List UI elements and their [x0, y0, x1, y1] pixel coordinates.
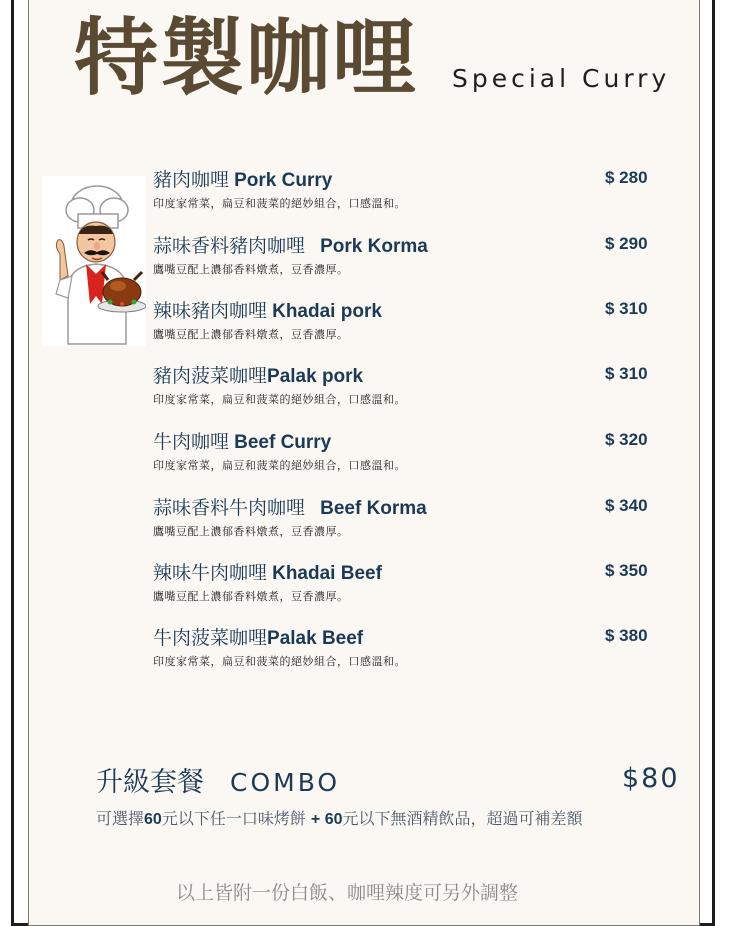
menu-item [153, 232, 673, 282]
menu-item [153, 428, 673, 478]
menu-item-name-zh: 蒜味香料豬肉咖哩 [153, 235, 306, 257]
menu-item-name-zh: 牛肉咖哩 [153, 431, 230, 453]
menu-item-name [153, 297, 382, 326]
menu-item-price: $ 380 [605, 626, 648, 645]
menu-item-name-en: Beef Curry [234, 432, 332, 453]
footer-note: 以上皆附一份白飯、咖哩辣度可另外調整 [176, 882, 519, 904]
menu-item-name [153, 166, 332, 195]
menu-item-description: 鷹嘴豆配上濃郁香料燉煮，豆香濃厚。 [153, 263, 349, 276]
combo-desc-part2: 元以下任一口味烤餅 [161, 809, 306, 828]
combo-title-zh: 升級套餐 [96, 767, 204, 798]
menu-item [153, 624, 673, 674]
menu-item-price: $ 340 [605, 496, 648, 515]
title-english: Special Curry [452, 64, 671, 93]
menu-item-description: 鷹嘴豆配上濃郁香料燉煮，豆香濃厚。 [153, 328, 349, 341]
menu-item-description: 印度家常菜，扁豆和菠菜的絕妙組合，口感溫和。 [153, 459, 406, 472]
chef-holding-roast-chicken-icon [42, 176, 146, 346]
menu-item-name-en: Khadai Beef [272, 563, 382, 584]
combo-description [96, 806, 583, 829]
menu-item [153, 297, 673, 347]
menu-item [153, 166, 673, 216]
combo-desc-part3: 元以下無酒精飲品，超過可補差額 [342, 809, 583, 828]
menu-item-price: $ 310 [605, 364, 648, 383]
menu-item-price: $ 310 [605, 299, 648, 318]
menu-item-name [153, 362, 363, 391]
menu-item-name-en: Palak Beef [267, 628, 364, 649]
menu-item-name-en: Pork Korma [320, 236, 428, 257]
menu-item-name-en: Beef Korma [320, 498, 427, 519]
menu-item-price: $ 350 [605, 561, 648, 580]
menu-item-description: 印度家常菜，扁豆和菠菜的絕妙組合，口感溫和。 [153, 393, 406, 406]
menu-item-name-en: Khadai pork [272, 301, 382, 322]
menu-item-description: 鷹嘴豆配上濃郁香料燉煮，豆香濃厚。 [153, 525, 349, 538]
menu-item-name-en: Pork Curry [234, 170, 333, 191]
menu-item-price: $ 290 [605, 234, 648, 253]
menu-item-name [153, 559, 382, 588]
combo-desc-plus: + 60 [310, 811, 343, 828]
combo-price: $80 [622, 763, 680, 794]
menu-item-name [153, 494, 427, 523]
combo-desc-num1: 60 [144, 811, 162, 828]
menu-item-name [153, 232, 428, 261]
menu-item-name-en: Palak pork [267, 366, 364, 387]
combo-title [96, 760, 340, 799]
menu-item-name-zh: 蒜味香料牛肉咖哩 [153, 497, 306, 519]
menu-item [153, 494, 673, 544]
menu-item-name-zh: 牛肉菠菜咖哩 [153, 627, 268, 649]
menu-item-description: 印度家常菜，扁豆和菠菜的絕妙組合，口感溫和。 [153, 197, 406, 210]
menu-item [153, 559, 673, 609]
combo-desc-part1: 可選擇 [96, 809, 145, 828]
menu-item-name-zh: 辣味豬肉咖哩 [153, 300, 268, 322]
combo-title-en: COMBO [230, 768, 341, 797]
title-chinese: 特製咖哩 [74, 9, 419, 107]
menu-item [153, 362, 673, 412]
menu-item-price: $ 280 [605, 168, 648, 187]
menu-item-description: 鷹嘴豆配上濃郁香料燉煮，豆香濃厚。 [153, 590, 349, 603]
menu-item-name-zh: 豬肉菠菜咖哩 [153, 365, 268, 387]
menu-item-price: $ 320 [605, 430, 648, 449]
menu-item-name [153, 624, 363, 653]
menu-item-name-zh: 辣味牛肉咖哩 [153, 562, 268, 584]
menu-item-name [153, 428, 331, 457]
menu-item-description: 印度家常菜，扁豆和菠菜的絕妙組合，口感溫和。 [153, 655, 406, 668]
menu-item-name-zh: 豬肉咖哩 [153, 169, 230, 191]
